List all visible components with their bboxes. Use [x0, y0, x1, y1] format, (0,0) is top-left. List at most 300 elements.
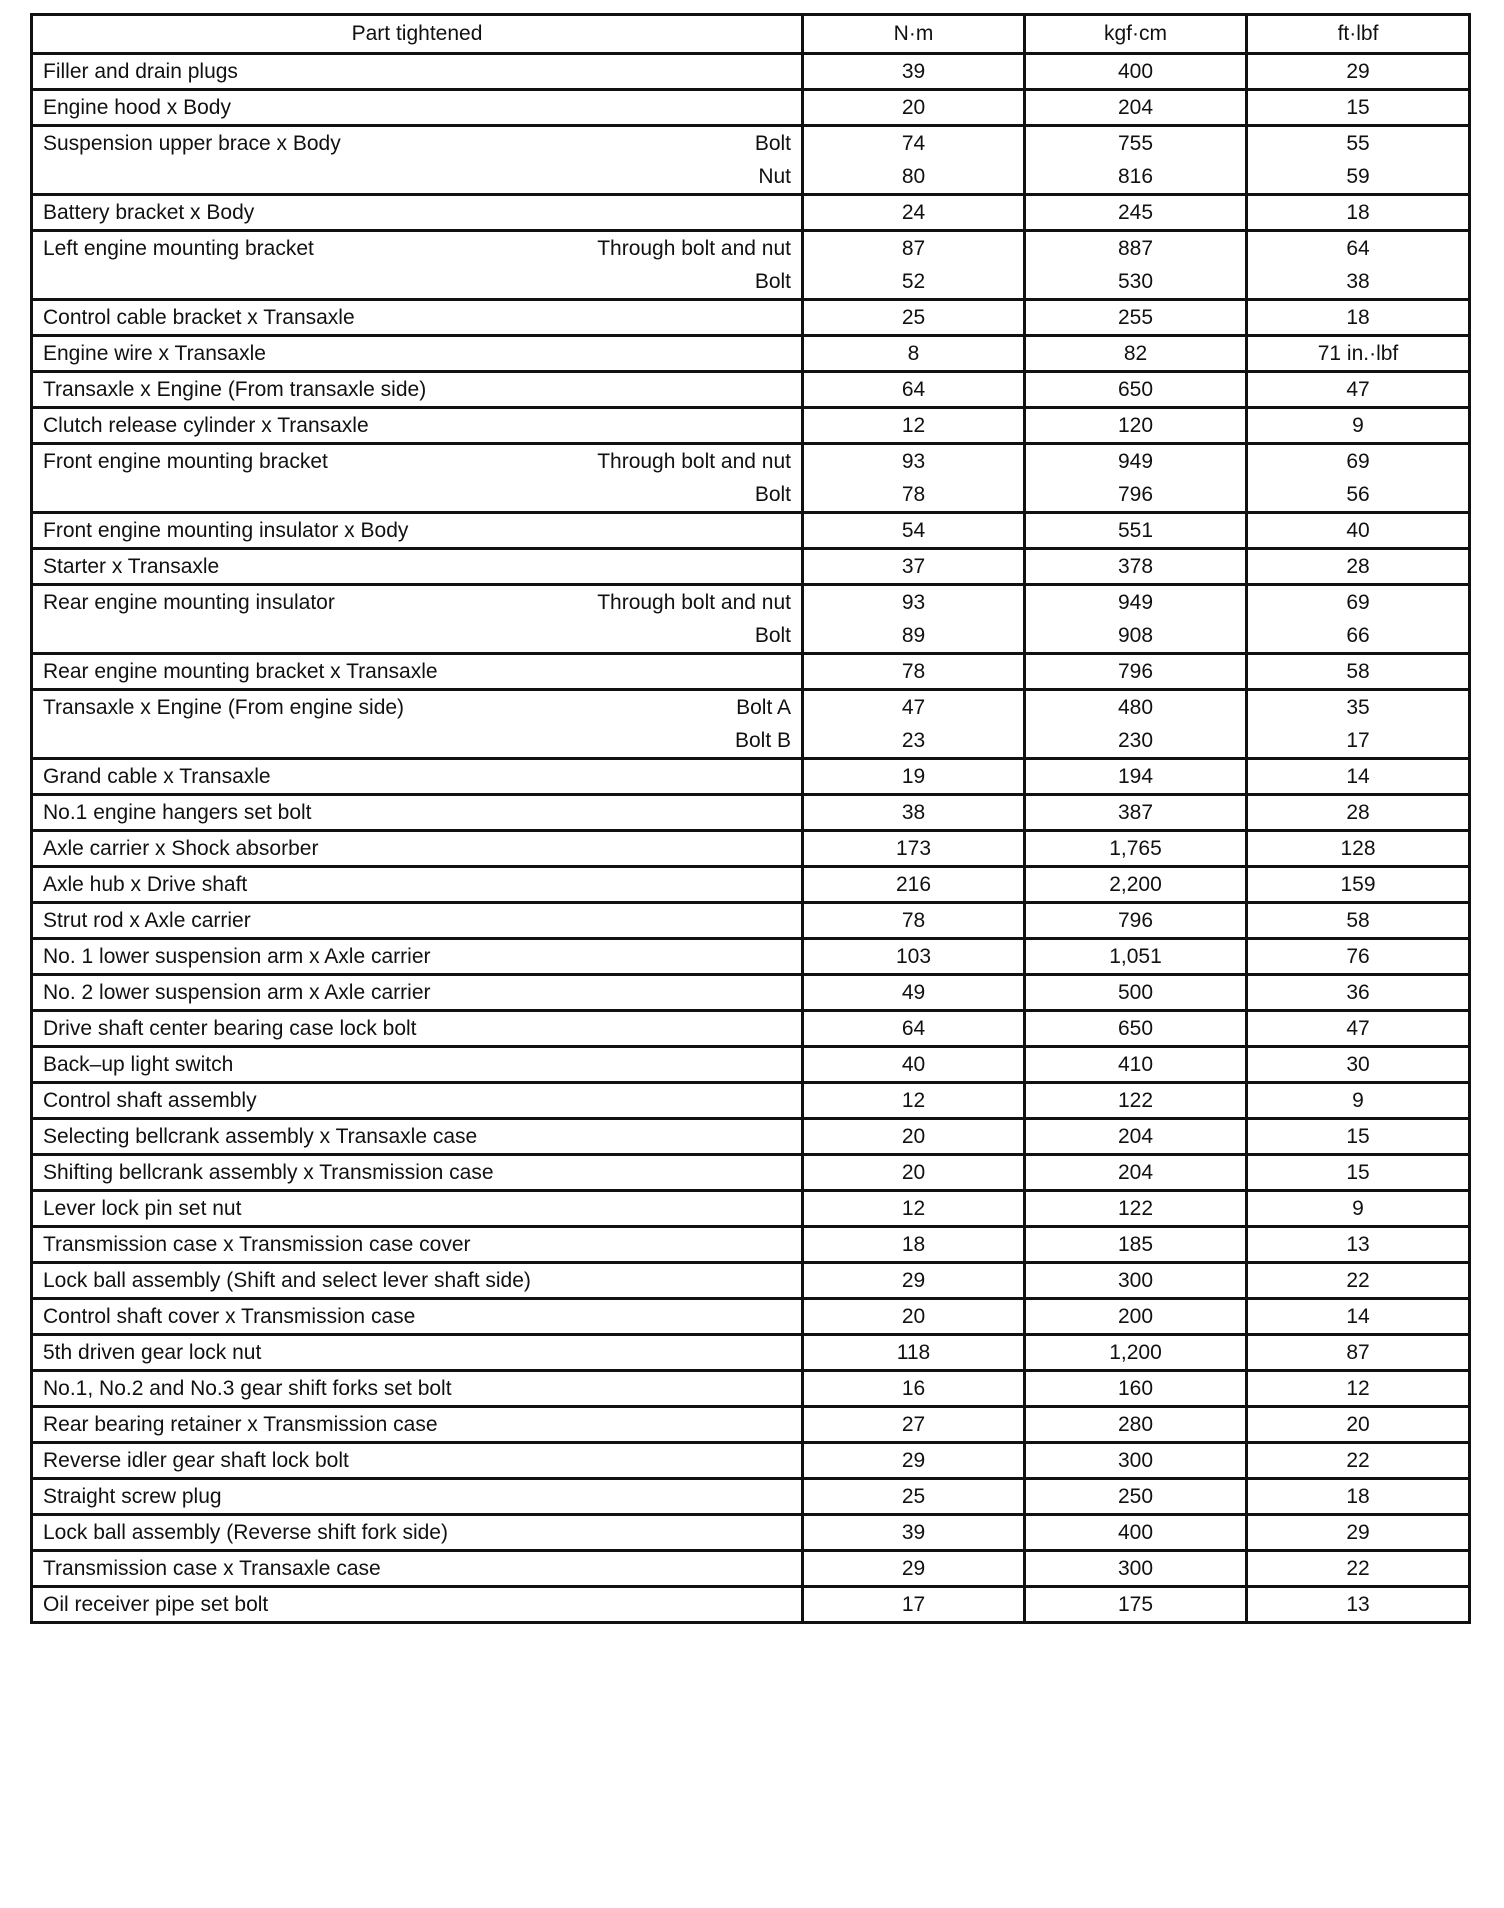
part-line: [43, 1048, 791, 1081]
ft-lbf-value: 159: [1340, 873, 1376, 896]
part-name: Lock ball assembly (Shift and select lever shaft side): [43, 1269, 531, 1292]
kgf-cm-value-cell: [1025, 867, 1247, 903]
part-line: [43, 1156, 791, 1189]
kgf-cm-value-cell: [1025, 372, 1247, 408]
nm-value: 37: [901, 555, 926, 578]
ft-lbf-value-cell: [1247, 690, 1470, 759]
ft-lbf-value-cell: [1247, 1263, 1470, 1299]
table-row: [32, 759, 1470, 795]
nm-value-cell: [803, 336, 1025, 372]
part-name: Selecting bellcrank assembly x Transaxle case: [43, 1125, 478, 1148]
part-cell: [32, 939, 803, 975]
part-name: Front engine mounting bracket: [43, 450, 328, 473]
part-name: Rear engine mounting bracket x Transaxle: [43, 660, 438, 683]
ft-lbf-value: 15: [1346, 96, 1370, 119]
kgf-cm-value-cell: [1025, 90, 1247, 126]
part-line: [43, 760, 791, 793]
kgf-cm-value-cell: [1025, 1299, 1247, 1335]
ft-lbf-value: 40: [1346, 519, 1370, 542]
ft-lbf-value: 36: [1346, 981, 1370, 1004]
kgf-cm-value: 650: [1117, 1017, 1154, 1040]
ft-lbf-value: 59: [1346, 165, 1370, 188]
ft-lbf-value-cell: [1247, 90, 1470, 126]
kgf-cm-value: 160: [1117, 1377, 1154, 1400]
part-line: [43, 301, 791, 334]
part-cell: [32, 1479, 803, 1515]
table-row: [32, 1191, 1470, 1227]
kgf-cm-value: 400: [1117, 1521, 1154, 1544]
ft-lbf-value: 30: [1346, 1053, 1370, 1076]
part-cell: [32, 1515, 803, 1551]
table-row: [32, 336, 1470, 372]
part-line: [43, 868, 791, 901]
table-row: [32, 654, 1470, 690]
ft-lbf-value: 12: [1346, 1377, 1370, 1400]
part-cell: [32, 231, 803, 300]
nm-value: 17: [901, 1593, 926, 1616]
ft-lbf-value: 64: [1346, 237, 1370, 260]
fastener-type: Bolt: [754, 270, 791, 293]
ft-lbf-value: 18: [1346, 1485, 1370, 1508]
kgf-cm-value: 280: [1117, 1413, 1154, 1436]
table-row: [32, 90, 1470, 126]
nm-value-cell: [803, 408, 1025, 444]
kgf-cm-value: 1,765: [1109, 837, 1162, 860]
kgf-cm-value: 300: [1117, 1557, 1154, 1580]
nm-value-cell: [803, 126, 1025, 195]
ft-lbf-value-cell: [1247, 372, 1470, 408]
part-name: No. 1 lower suspension arm x Axle carrier: [43, 945, 431, 968]
part-name: Front engine mounting insulator x Body: [43, 519, 409, 542]
part-line: [43, 1516, 791, 1549]
part-cell: [32, 1587, 803, 1623]
part-cell: [32, 54, 803, 90]
ft-lbf-value: 76: [1346, 945, 1370, 968]
nm-value: 54: [901, 519, 926, 542]
kgf-cm-value: 2,200: [1109, 873, 1162, 896]
part-name: Suspension upper brace x Body: [43, 132, 341, 155]
part-name: Rear engine mounting insulator: [43, 591, 335, 614]
kgf-cm-value-cell: [1025, 126, 1247, 195]
kgf-cm-value: 796: [1117, 909, 1154, 932]
table-row: [32, 975, 1470, 1011]
nm-value: 80: [901, 165, 926, 188]
part-line: [43, 265, 791, 298]
table-row: [32, 1479, 1470, 1515]
part-line: [43, 1300, 791, 1333]
part-line: [43, 1588, 791, 1621]
nm-value-cell: [803, 1551, 1025, 1587]
nm-value-cell: [803, 903, 1025, 939]
nm-value-cell: [803, 195, 1025, 231]
kgf-cm-value: 120: [1117, 414, 1154, 437]
table-row: [32, 939, 1470, 975]
nm-value: 18: [901, 1233, 926, 1256]
part-cell: [32, 795, 803, 831]
part-name: Lock ball assembly (Reverse shift fork side): [43, 1521, 448, 1544]
nm-value: 89: [901, 624, 926, 647]
table-row: [32, 1335, 1470, 1371]
ft-lbf-value: 22: [1346, 1449, 1370, 1472]
kgf-cm-value: 230: [1117, 729, 1154, 752]
part-cell: [32, 90, 803, 126]
ft-lbf-value: 87: [1346, 1341, 1370, 1364]
ft-lbf-value-cell: [1247, 1119, 1470, 1155]
nm-value: 24: [901, 201, 926, 224]
part-cell: [32, 1371, 803, 1407]
nm-value-cell: [803, 444, 1025, 513]
kgf-cm-value: 300: [1117, 1449, 1154, 1472]
ft-lbf-value: 58: [1346, 660, 1370, 683]
part-cell: [32, 1407, 803, 1443]
kgf-cm-value-cell: [1025, 759, 1247, 795]
ft-lbf-value: 55: [1346, 132, 1370, 155]
part-line: [43, 1408, 791, 1441]
table-row: [32, 231, 1470, 300]
nm-value: 25: [901, 306, 926, 329]
nm-value-cell: [803, 1047, 1025, 1083]
part-name: No. 2 lower suspension arm x Axle carrier: [43, 981, 431, 1004]
part-line: [43, 796, 791, 829]
fastener-type: Bolt: [754, 624, 791, 647]
ft-lbf-value: 56: [1346, 483, 1370, 506]
part-name: Clutch release cylinder x Transaxle: [43, 414, 369, 437]
kgf-cm-value: 816: [1117, 165, 1154, 188]
ft-lbf-value: 13: [1346, 1593, 1370, 1616]
ft-lbf-value-cell: [1247, 1047, 1470, 1083]
nm-value: 29: [901, 1449, 926, 1472]
kgf-cm-value: 204: [1117, 96, 1154, 119]
nm-value: 78: [901, 909, 926, 932]
table-row: [32, 1515, 1470, 1551]
part-line: [43, 1444, 791, 1477]
ft-lbf-value: 9: [1352, 414, 1364, 437]
ft-lbf-value-cell: [1247, 408, 1470, 444]
kgf-cm-value-cell: [1025, 1407, 1247, 1443]
table-row: [32, 372, 1470, 408]
part-line: [43, 409, 791, 442]
kgf-cm-value: 400: [1117, 60, 1154, 83]
kgf-cm-value-cell: [1025, 336, 1247, 372]
kgf-cm-value-cell: [1025, 654, 1247, 690]
kgf-cm-value-cell: [1025, 903, 1247, 939]
table-row: [32, 867, 1470, 903]
part-cell: [32, 867, 803, 903]
nm-value: 78: [901, 660, 926, 683]
table-row: [32, 126, 1470, 195]
table-row: [32, 1443, 1470, 1479]
header-nm: N·m: [803, 15, 1025, 54]
table-row: [32, 549, 1470, 585]
ft-lbf-value-cell: [1247, 1587, 1470, 1623]
ft-lbf-value: 38: [1346, 270, 1370, 293]
nm-value: 40: [901, 1053, 926, 1076]
part-cell: [32, 1191, 803, 1227]
part-line: [43, 550, 791, 583]
nm-value: 64: [901, 1017, 926, 1040]
part-name: Transmission case x Transaxle case: [43, 1557, 381, 1580]
part-cell: [32, 1263, 803, 1299]
kgf-cm-value-cell: [1025, 1119, 1247, 1155]
part-cell: [32, 1011, 803, 1047]
ft-lbf-value: 18: [1346, 201, 1370, 224]
part-line: [43, 91, 791, 124]
ft-lbf-value-cell: [1247, 444, 1470, 513]
part-name: Rear bearing retainer x Transmission case: [43, 1413, 438, 1436]
nm-value-cell: [803, 549, 1025, 585]
kgf-cm-value-cell: [1025, 1047, 1247, 1083]
nm-value: 93: [901, 450, 926, 473]
kgf-cm-value-cell: [1025, 1083, 1247, 1119]
kgf-cm-value-cell: [1025, 300, 1247, 336]
ft-lbf-value-cell: [1247, 1011, 1470, 1047]
kgf-cm-value: 204: [1117, 1125, 1154, 1148]
kgf-cm-value: 796: [1117, 483, 1154, 506]
part-line: [43, 1012, 791, 1045]
ft-lbf-value: 28: [1346, 555, 1370, 578]
ft-lbf-value: 9: [1352, 1197, 1364, 1220]
part-line: [43, 127, 791, 160]
ft-lbf-value-cell: [1247, 1551, 1470, 1587]
ft-lbf-value-cell: [1247, 759, 1470, 795]
kgf-cm-value-cell: [1025, 1551, 1247, 1587]
nm-value-cell: [803, 1407, 1025, 1443]
kgf-cm-value-cell: [1025, 939, 1247, 975]
part-line: [43, 337, 791, 370]
kgf-cm-value: 500: [1117, 981, 1154, 1004]
part-name: Oil receiver pipe set bolt: [43, 1593, 269, 1616]
ft-lbf-value: 9: [1352, 1089, 1364, 1112]
part-cell: [32, 1047, 803, 1083]
kgf-cm-value: 551: [1117, 519, 1154, 542]
part-cell: [32, 1155, 803, 1191]
part-cell: [32, 195, 803, 231]
part-cell: [32, 1227, 803, 1263]
part-line: [43, 832, 791, 865]
kgf-cm-value: 122: [1117, 1197, 1154, 1220]
torque-spec-table: [30, 13, 1471, 1624]
table-row: [32, 1587, 1470, 1623]
part-name: Lever lock pin set nut: [43, 1197, 242, 1220]
part-name: Back–up light switch: [43, 1053, 234, 1076]
kgf-cm-value-cell: [1025, 1443, 1247, 1479]
part-cell: [32, 513, 803, 549]
kgf-cm-value-cell: [1025, 1335, 1247, 1371]
part-cell: [32, 300, 803, 336]
part-cell: [32, 975, 803, 1011]
part-cell: [32, 1335, 803, 1371]
nm-value-cell: [803, 90, 1025, 126]
nm-value-cell: [803, 975, 1025, 1011]
table-row: [32, 1155, 1470, 1191]
kgf-cm-value-cell: [1025, 549, 1247, 585]
kgf-cm-value: 480: [1117, 696, 1154, 719]
kgf-cm-value: 887: [1117, 237, 1154, 260]
header-part-tightened: Part tightened: [32, 15, 803, 54]
part-name: Transaxle x Engine (From engine side): [43, 696, 405, 719]
fastener-type: Through bolt and nut: [597, 450, 791, 473]
kgf-cm-value-cell: [1025, 831, 1247, 867]
nm-value-cell: [803, 1227, 1025, 1263]
fastener-type: Bolt B: [734, 729, 791, 752]
ft-lbf-value-cell: [1247, 1155, 1470, 1191]
part-name: Transmission case x Transmission case cover: [43, 1233, 471, 1256]
kgf-cm-value: 250: [1117, 1485, 1154, 1508]
part-line: [43, 1372, 791, 1405]
table-row: [32, 513, 1470, 549]
ft-lbf-value: 17: [1346, 729, 1370, 752]
part-cell: [32, 1443, 803, 1479]
kgf-cm-value-cell: [1025, 1227, 1247, 1263]
kgf-cm-value-cell: [1025, 585, 1247, 654]
part-line: [43, 1480, 791, 1513]
ft-lbf-value: 29: [1346, 60, 1370, 83]
nm-value: 27: [901, 1413, 926, 1436]
nm-value-cell: [803, 795, 1025, 831]
part-cell: [32, 585, 803, 654]
ft-lbf-value: 15: [1346, 1161, 1370, 1184]
ft-lbf-value: 69: [1346, 450, 1370, 473]
nm-value-cell: [803, 513, 1025, 549]
nm-value-cell: [803, 585, 1025, 654]
part-line: [43, 478, 791, 511]
part-line: [43, 1192, 791, 1225]
part-line: [43, 619, 791, 652]
ft-lbf-value: 14: [1346, 1305, 1370, 1328]
ft-lbf-value: 18: [1346, 306, 1370, 329]
kgf-cm-value: 122: [1117, 1089, 1154, 1112]
nm-value: 20: [901, 1125, 926, 1148]
table-row: [32, 690, 1470, 759]
kgf-cm-value-cell: [1025, 54, 1247, 90]
kgf-cm-value: 530: [1117, 270, 1154, 293]
kgf-cm-value-cell: [1025, 1479, 1247, 1515]
nm-value-cell: [803, 831, 1025, 867]
part-name: Engine wire x Transaxle: [43, 342, 266, 365]
nm-value-cell: [803, 1011, 1025, 1047]
nm-value: 103: [895, 945, 932, 968]
nm-value-cell: [803, 1335, 1025, 1371]
nm-value-cell: [803, 1191, 1025, 1227]
kgf-cm-value-cell: [1025, 195, 1247, 231]
nm-value: 49: [901, 981, 926, 1004]
nm-value-cell: [803, 867, 1025, 903]
part-line: [43, 655, 791, 688]
ft-lbf-value-cell: [1247, 126, 1470, 195]
kgf-cm-value: 255: [1117, 306, 1154, 329]
ft-lbf-value-cell: [1247, 336, 1470, 372]
part-name: Filler and drain plugs: [43, 60, 238, 83]
kgf-cm-value: 175: [1117, 1593, 1154, 1616]
nm-value: 216: [895, 873, 932, 896]
nm-value: 20: [901, 1161, 926, 1184]
part-line: [43, 55, 791, 88]
kgf-cm-value-cell: [1025, 690, 1247, 759]
nm-value-cell: [803, 1299, 1025, 1335]
part-line: [43, 1552, 791, 1585]
part-line: [43, 1264, 791, 1297]
ft-lbf-value: 14: [1346, 765, 1370, 788]
kgf-cm-value: 185: [1117, 1233, 1154, 1256]
part-name: Control shaft cover x Transmission case: [43, 1305, 416, 1328]
part-name: No.1, No.2 and No.3 gear shift forks set bolt: [43, 1377, 452, 1400]
part-name: No.1 engine hangers set bolt: [43, 801, 312, 824]
nm-value-cell: [803, 300, 1025, 336]
ft-lbf-value: 20: [1346, 1413, 1370, 1436]
part-line: [43, 160, 791, 193]
nm-value-cell: [803, 1443, 1025, 1479]
ft-lbf-value-cell: [1247, 513, 1470, 549]
nm-value: 173: [895, 837, 932, 860]
fastener-type: Through bolt and nut: [597, 591, 791, 614]
kgf-cm-value: 200: [1117, 1305, 1154, 1328]
table-row: [32, 1551, 1470, 1587]
fastener-type: Bolt: [754, 132, 791, 155]
part-name: Reverse idler gear shaft lock bolt: [43, 1449, 349, 1472]
table-row: [32, 1011, 1470, 1047]
ft-lbf-value-cell: [1247, 1191, 1470, 1227]
part-cell: [32, 126, 803, 195]
ft-lbf-value-cell: [1247, 549, 1470, 585]
ft-lbf-value: 58: [1346, 909, 1370, 932]
part-cell: [32, 690, 803, 759]
kgf-cm-value-cell: [1025, 795, 1247, 831]
ft-lbf-value-cell: [1247, 195, 1470, 231]
fastener-type: Bolt: [754, 483, 791, 506]
part-cell: [32, 336, 803, 372]
part-name: Axle hub x Drive shaft: [43, 873, 248, 896]
ft-lbf-value: 22: [1346, 1269, 1370, 1292]
nm-value-cell: [803, 1479, 1025, 1515]
part-cell: [32, 1551, 803, 1587]
nm-value: 78: [901, 483, 926, 506]
ft-lbf-value: 69: [1346, 591, 1370, 614]
nm-value: 12: [901, 414, 926, 437]
part-line: [43, 232, 791, 265]
ft-lbf-value: 15: [1346, 1125, 1370, 1148]
ft-lbf-value: 28: [1346, 801, 1370, 824]
nm-value: 20: [901, 96, 926, 119]
kgf-cm-value-cell: [1025, 1515, 1247, 1551]
kgf-cm-value: 949: [1117, 450, 1154, 473]
part-name: Engine hood x Body: [43, 96, 231, 119]
part-name: Transaxle x Engine (From transaxle side): [43, 378, 427, 401]
part-cell: [32, 903, 803, 939]
nm-value: 20: [901, 1305, 926, 1328]
ft-lbf-value-cell: [1247, 1515, 1470, 1551]
part-cell: [32, 759, 803, 795]
nm-value-cell: [803, 372, 1025, 408]
nm-value: 19: [901, 765, 926, 788]
kgf-cm-value: 204: [1117, 1161, 1154, 1184]
part-name: Starter x Transaxle: [43, 555, 220, 578]
kgf-cm-value: 1,200: [1109, 1341, 1162, 1364]
kgf-cm-value: 650: [1117, 378, 1154, 401]
header-ft-lbf: ft·lbf: [1247, 15, 1470, 54]
part-name: Axle carrier x Shock absorber: [43, 837, 319, 860]
kgf-cm-value-cell: [1025, 408, 1247, 444]
part-line: [43, 1336, 791, 1369]
kgf-cm-value-cell: [1025, 231, 1247, 300]
part-line: [43, 1120, 791, 1153]
kgf-cm-value: 82: [1123, 342, 1148, 365]
ft-lbf-value-cell: [1247, 903, 1470, 939]
ft-lbf-value-cell: [1247, 1335, 1470, 1371]
part-cell: [32, 372, 803, 408]
nm-value: 8: [907, 342, 920, 365]
ft-lbf-value: 29: [1346, 1521, 1370, 1544]
ft-lbf-value-cell: [1247, 975, 1470, 1011]
